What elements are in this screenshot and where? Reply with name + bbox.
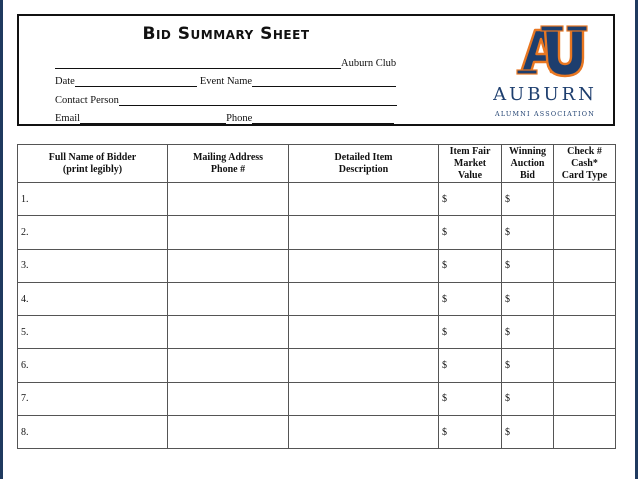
mailing-address-cell[interactable] xyxy=(168,349,289,382)
table-row xyxy=(18,416,616,449)
email-label: Email xyxy=(55,113,81,124)
row-number: 4. xyxy=(21,293,29,305)
logo-wordmark: AUBURN xyxy=(493,84,597,105)
au-monogram-icon xyxy=(479,22,611,82)
fair-value-cell[interactable] xyxy=(439,382,502,415)
col-header-line: Phone # xyxy=(210,163,246,175)
item-description-cell[interactable] xyxy=(289,216,439,249)
table-row xyxy=(18,282,616,315)
payment-cell[interactable] xyxy=(554,382,616,415)
fair-value-cell[interactable] xyxy=(439,249,502,282)
payment-cell[interactable] xyxy=(554,216,616,249)
logo-subtitle: ALUMNI ASSOCIATION xyxy=(495,110,595,118)
col-header-line: Mailing Address xyxy=(192,151,264,163)
date-field[interactable] xyxy=(75,76,197,87)
table-row xyxy=(18,382,616,415)
payment-cell[interactable] xyxy=(554,183,616,216)
col-header-line: Bid xyxy=(519,169,535,181)
row-number: 7. xyxy=(21,393,29,405)
dollar-sign: $ xyxy=(505,393,510,405)
dollar-sign: $ xyxy=(442,326,447,338)
col-header-payment xyxy=(554,145,616,183)
contact-person-field[interactable] xyxy=(119,95,397,106)
table-row xyxy=(18,349,616,382)
payment-cell[interactable] xyxy=(554,316,616,349)
dollar-sign: $ xyxy=(505,226,510,238)
mailing-address-cell[interactable] xyxy=(168,216,289,249)
table-row xyxy=(18,316,616,349)
col-header-mailing-address xyxy=(168,145,289,183)
table-row xyxy=(18,183,616,216)
col-header-line: Card Type xyxy=(561,169,608,181)
table-row xyxy=(18,216,616,249)
email-field[interactable] xyxy=(80,113,226,124)
bid-table xyxy=(17,144,616,449)
row-number: 1. xyxy=(21,193,29,205)
payment-cell[interactable] xyxy=(554,416,616,449)
dollar-sign: $ xyxy=(442,293,447,305)
date-event-line xyxy=(55,76,396,87)
col-header-fair-market-value xyxy=(439,145,502,183)
page-title xyxy=(19,24,433,44)
bidder-name-cell[interactable] xyxy=(18,316,168,349)
bidder-name-cell[interactable] xyxy=(18,349,168,382)
col-header-winning-bid xyxy=(502,145,554,183)
email-phone-line xyxy=(55,113,394,124)
bidder-name-cell[interactable] xyxy=(18,249,168,282)
dollar-sign: $ xyxy=(442,193,447,205)
mailing-address-cell[interactable] xyxy=(168,382,289,415)
row-number: 6. xyxy=(21,360,29,372)
club-line xyxy=(55,58,396,69)
col-header-line: Auction xyxy=(510,157,545,169)
winning-bid-cell[interactable] xyxy=(502,316,554,349)
title-text: Bid Summary Sheet xyxy=(142,24,310,44)
phone-label: Phone xyxy=(226,113,253,124)
table-header-row xyxy=(18,145,616,183)
dollar-sign: $ xyxy=(505,360,510,372)
dollar-sign: $ xyxy=(442,426,447,438)
auburn-logo xyxy=(479,22,611,122)
payment-cell[interactable] xyxy=(554,349,616,382)
row-number: 5. xyxy=(21,326,29,338)
event-name-field[interactable] xyxy=(252,76,396,87)
dollar-sign: $ xyxy=(505,426,510,438)
bidder-name-cell[interactable] xyxy=(18,282,168,315)
dollar-sign: $ xyxy=(505,193,510,205)
winning-bid-cell[interactable] xyxy=(502,183,554,216)
dollar-sign: $ xyxy=(505,326,510,338)
col-header-line: Winning xyxy=(508,145,547,157)
fair-value-cell[interactable] xyxy=(439,216,502,249)
winning-bid-cell[interactable] xyxy=(502,282,554,315)
col-header-line: Check # xyxy=(567,145,602,157)
date-label: Date xyxy=(55,76,75,87)
mailing-address-cell[interactable] xyxy=(168,316,289,349)
fair-value-cell[interactable] xyxy=(439,316,502,349)
mailing-address-cell[interactable] xyxy=(168,282,289,315)
col-header-line: (print legibly) xyxy=(62,163,123,175)
row-number: 2. xyxy=(21,226,29,238)
bidder-name-cell[interactable] xyxy=(18,416,168,449)
item-description-cell[interactable] xyxy=(289,282,439,315)
col-header-line: Full Name of Bidder xyxy=(48,151,137,163)
item-description-cell[interactable] xyxy=(289,382,439,415)
header-box xyxy=(17,14,615,126)
contact-line xyxy=(55,95,397,106)
fair-value-cell[interactable] xyxy=(439,282,502,315)
contact-person-label: Contact Person xyxy=(55,95,119,106)
col-header-line: Description xyxy=(338,163,389,175)
row-number: 3. xyxy=(21,260,29,272)
winning-bid-cell[interactable] xyxy=(502,349,554,382)
col-header-bidder-name xyxy=(18,145,168,183)
item-description-cell[interactable] xyxy=(289,349,439,382)
club-suffix-label: Auburn Club xyxy=(341,58,397,69)
dollar-sign: $ xyxy=(505,293,510,305)
mailing-address-cell[interactable] xyxy=(168,249,289,282)
col-header-line: Item Fair xyxy=(449,145,491,157)
col-header-line: Market xyxy=(453,157,487,169)
fair-value-cell[interactable] xyxy=(439,349,502,382)
col-header-item-description xyxy=(289,145,439,183)
payment-cell[interactable] xyxy=(554,282,616,315)
mailing-address-cell[interactable] xyxy=(168,416,289,449)
col-header-line: Value xyxy=(457,169,483,181)
mailing-address-cell[interactable] xyxy=(168,183,289,216)
row-number: 8. xyxy=(21,426,29,438)
winning-bid-cell[interactable] xyxy=(502,216,554,249)
col-header-line: Cash* xyxy=(571,157,598,169)
dollar-sign: $ xyxy=(442,260,447,272)
phone-field[interactable] xyxy=(252,113,394,124)
item-description-cell[interactable] xyxy=(289,316,439,349)
bidder-name-cell[interactable] xyxy=(18,183,168,216)
table-row xyxy=(18,249,616,282)
winning-bid-cell[interactable] xyxy=(502,416,554,449)
form-page xyxy=(3,0,635,479)
payment-cell[interactable] xyxy=(554,249,616,282)
club-name-field[interactable] xyxy=(55,58,341,69)
dollar-sign: $ xyxy=(442,226,447,238)
fair-value-cell[interactable] xyxy=(439,416,502,449)
col-header-line: Detailed Item xyxy=(334,151,393,163)
bidder-name-cell[interactable] xyxy=(18,382,168,415)
dollar-sign: $ xyxy=(442,393,447,405)
fair-value-cell[interactable] xyxy=(439,183,502,216)
bidder-name-cell[interactable] xyxy=(18,216,168,249)
winning-bid-cell[interactable] xyxy=(502,249,554,282)
item-description-cell[interactable] xyxy=(289,183,439,216)
winning-bid-cell[interactable] xyxy=(502,382,554,415)
item-description-cell[interactable] xyxy=(289,249,439,282)
event-name-label: Event Name xyxy=(199,76,253,87)
dollar-sign: $ xyxy=(505,260,510,272)
dollar-sign: $ xyxy=(442,360,447,372)
item-description-cell[interactable] xyxy=(289,416,439,449)
